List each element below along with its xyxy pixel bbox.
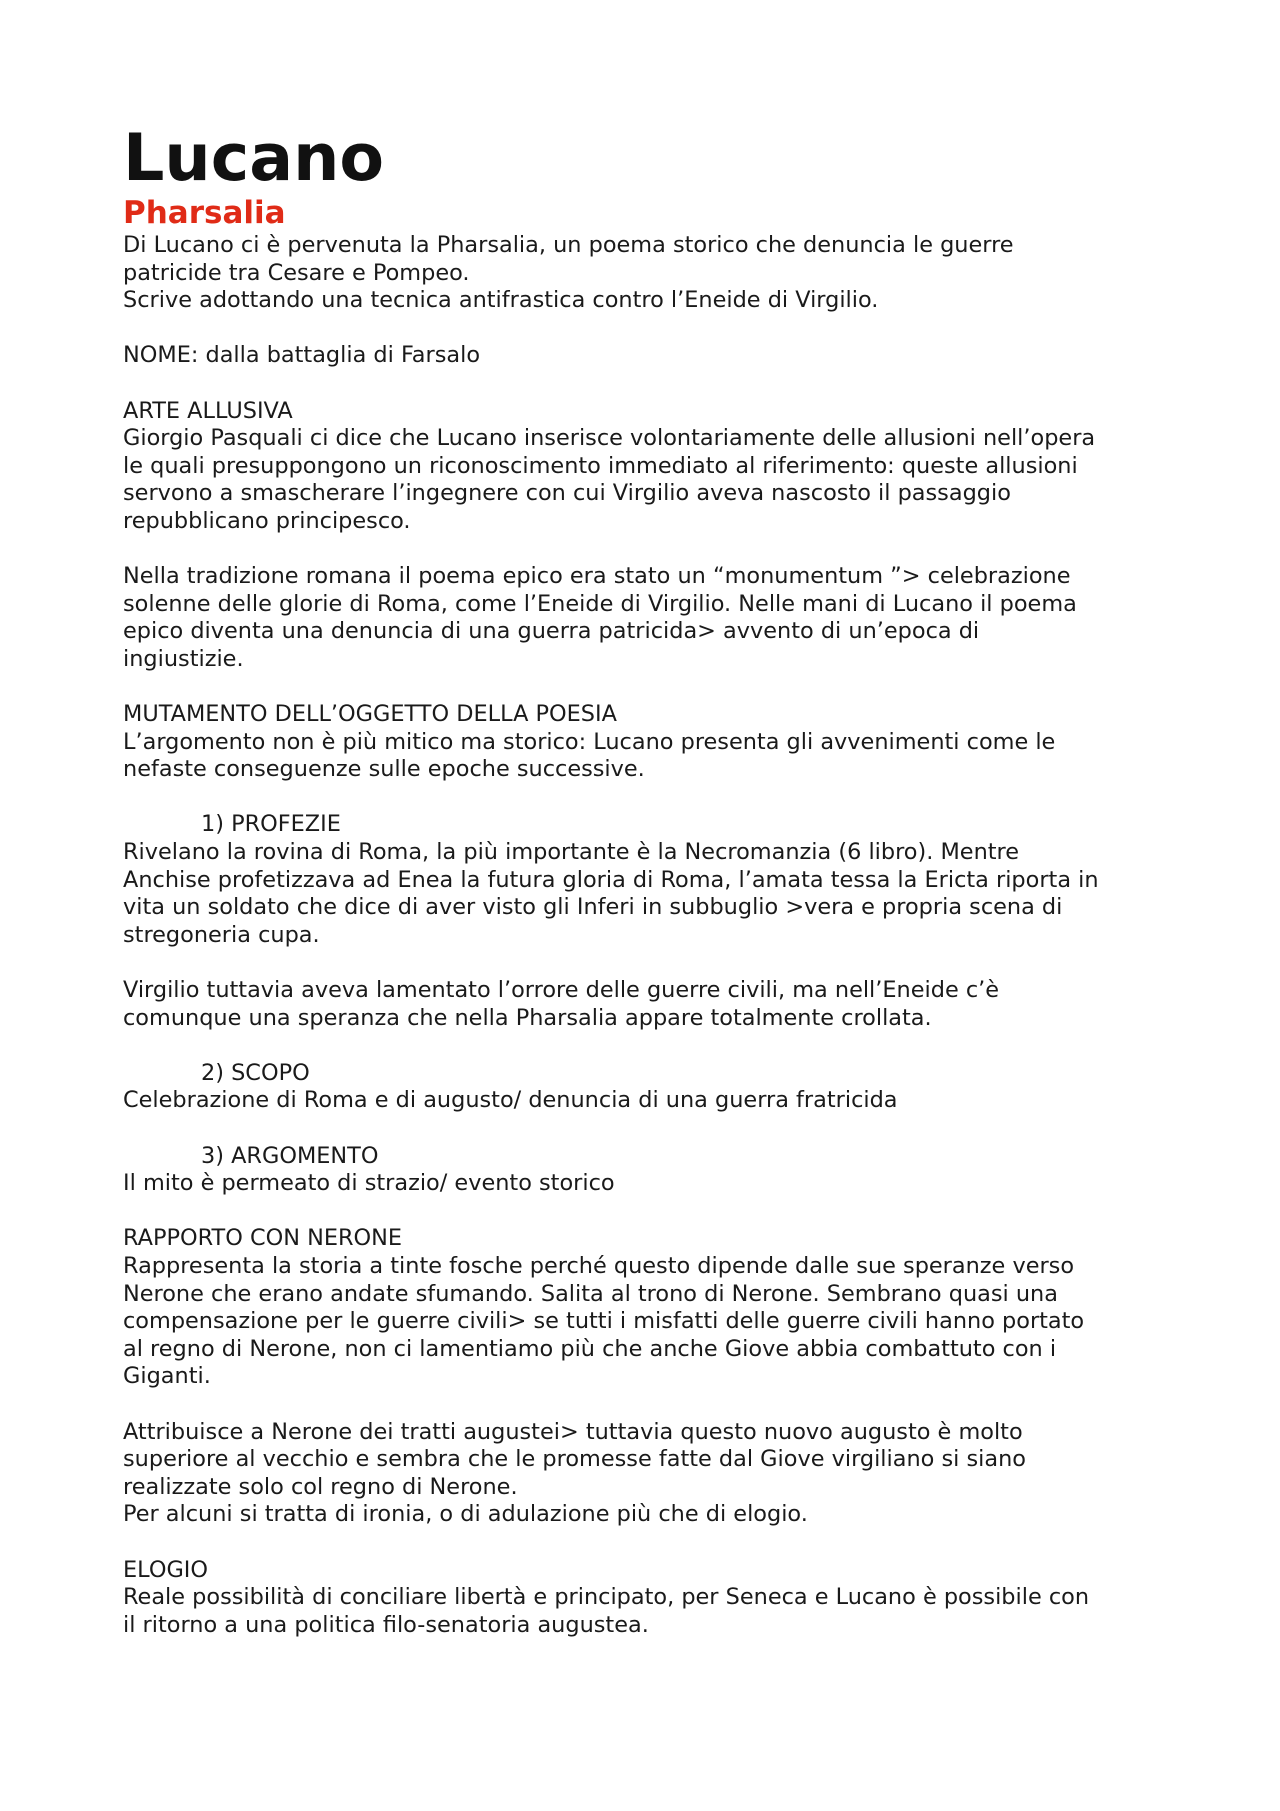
text-line: L’argomento non è più mitico ma storico: Lucano presenta gli avvenimenti come le (123, 728, 1056, 755)
text-line: al regno di Nerone, non ci lamentiamo più che anche Giove abbia combattuto con i (123, 1335, 1057, 1362)
section-heading: ELOGIO (123, 1556, 209, 1583)
text-line: stregoneria cupa. (123, 921, 320, 948)
blank-line (123, 1115, 1183, 1143)
section-heading: RAPPORTO CON NERONE (123, 1225, 403, 1252)
text-line: Giganti. (123, 1363, 211, 1390)
text-line: Celebrazione di Roma e di augusto/ denuncia di una guerra fratricida (123, 1087, 898, 1114)
text-line: comunque una speranza che nella Pharsalia appare totalmente crollata. (123, 1004, 932, 1031)
list-item-heading: 3) ARGOMENTO (201, 1142, 379, 1169)
text-line: Virgilio tuttavia aveva lamentato l’orrore delle guerre civili, ma nell’Eneide c’è (123, 977, 1000, 1004)
text-line: Giorgio Pasquali ci dice che Lucano inserisce volontariamente delle allusioni nell’opera (123, 425, 1096, 452)
text-line: Di Lucano ci è pervenuta la Pharsalia, un poema storico che denuncia le guerre (123, 232, 1014, 258)
text-line: patricide tra Cesare e Pompeo. (123, 259, 470, 286)
text-line: vita un soldato che dice di aver visto gli Inferi in subbuglio >vera e propria scena di (123, 894, 1063, 921)
blank-line (123, 949, 1183, 977)
blank-line (123, 784, 1183, 812)
blank-line (123, 1198, 1183, 1226)
blank-line (123, 674, 1183, 702)
blank-line (123, 536, 1183, 564)
page-title: Lucano (123, 121, 385, 196)
text-line: servono a smascherare l’ingegnere con cui Virgilio aveva nascosto il passaggio (123, 480, 1011, 507)
text-line: le quali presuppongono un riconoscimento immediato al riferimento: queste allusioni (123, 452, 1078, 479)
blank-line (123, 1391, 1183, 1419)
section-heading: ARTE ALLUSIVA (123, 397, 293, 424)
text-line: Il mito è permeato di strazio/ evento storico (123, 1170, 615, 1197)
text-line: nefaste conseguenze sulle epoche successive. (123, 756, 645, 783)
text-line: Nerone che erano andate sfumando. Salita al trono di Nerone. Sembrano quasi una (123, 1280, 1058, 1307)
text-line: Per alcuni si tratta di ironia, o di adulazione più che di elogio. (123, 1501, 808, 1528)
text-line: superiore al vecchio e sembra che le promesse fatte dal Giove virgiliano si siano (123, 1446, 1026, 1473)
text-line: Rivelano la rovina di Roma, la più importante è la Necromanzia (6 libro). Mentre (123, 839, 1020, 866)
blank-line (123, 315, 1183, 343)
blank-line (123, 1529, 1183, 1557)
text-line: il ritorno a una politica filo-senatoria augustea. (123, 1611, 649, 1638)
document-page (123, 122, 1183, 1639)
list-item-heading: 1) PROFEZIE (201, 811, 341, 838)
section-heading: MUTAMENTO DELL’OGGETTO DELLA POESIA (123, 701, 617, 728)
text-line: compensazione per le guerre civili> se tutti i misfatti delle guerre civili hanno portato (123, 1308, 1085, 1335)
text-line: solenne delle glorie di Roma, come l’Eneide di Virgilio. Nelle mani di Lucano il poema (123, 590, 1077, 617)
text-line: Attribuisce a Nerone dei tratti augustei> tuttavia questo nuovo augusto è molto (123, 1418, 1023, 1445)
text-line: Scrive adottando una tecnica antifrastica contro l’Eneide di Virgilio. (123, 287, 879, 314)
text-line: Anchise profetizzava ad Enea la futura gloria di Roma, l’amata tessa la Ericta riporta in (123, 866, 1099, 893)
blank-line (123, 370, 1183, 398)
text-line: epico diventa una denuncia di una guerra patricida> avvento di un’epoca di (123, 618, 980, 645)
blank-line (123, 1032, 1183, 1060)
text-line: ingiustizie. (123, 645, 244, 672)
text-line: Reale possibilità di conciliare libertà e principato, per Seneca e Lucano è possibile con (123, 1584, 1090, 1611)
text-line: Rappresenta la storia a tinte fosche perché questo dipende dalle sue speranze verso (123, 1252, 1075, 1279)
text-line: repubblicano principesco. (123, 507, 411, 534)
text-line: realizzate solo col regno di Nerone. (123, 1473, 518, 1500)
page-subtitle: Pharsalia (123, 195, 286, 231)
list-item-heading: 2) SCOPO (201, 1059, 310, 1086)
text-line: NOME: dalla battaglia di Farsalo (123, 342, 481, 369)
text-line: Nella tradizione romana il poema epico era stato un “monumentum ”> celebrazione (123, 563, 1071, 590)
